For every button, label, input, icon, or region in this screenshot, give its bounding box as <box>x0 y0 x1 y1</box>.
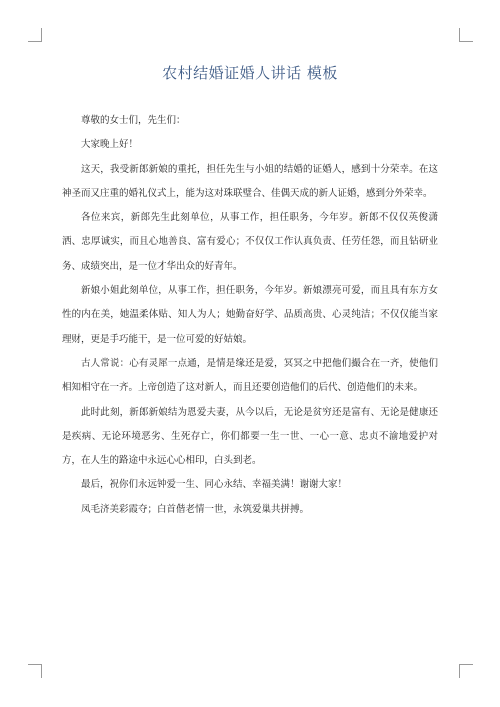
paragraph: 各位来宾，新郎先生此刻单位，从事工作，担任职务，今年岁。新郎不仅仅英俊潇洒、忠厚诚实，而且心地善良、富有爱心；不仅仅工作认真负责、任劳任怨，而且钻研业务、成绩突出，是一位才华出众的好青年。 <box>62 212 438 272</box>
salutation: 尊敬的女士们，先生们： <box>81 115 186 126</box>
paragraph: 此时此刻，新郎新娘结为恩爱夫妻，从今以后，无论是贫穷还是富有、无论是健康还是疾病、无论环境恶劣、生死存亡，你们都要一生一世、一心一意、忠贞不渝地爱护对方，在人生的路途中永远心心相印，白头到老。 <box>62 406 438 467</box>
crop-mark-top-left <box>28 28 42 42</box>
document-body <box>62 109 438 522</box>
paragraph: 古人常说：心有灵犀一点通，是情是缘还是爱，冥冥之中把他们撮合在一齐，使他们相知相守在一齐。上帝创造了这对新人，而且还要创造他们的后代、创造他们的未来。 <box>62 357 438 394</box>
greeting: 大家晚上好！ <box>81 139 139 151</box>
crop-mark-bottom-left <box>28 664 42 678</box>
paragraph: 最后，祝你们永远钟爱一生、同心永结、幸福美满！谢谢大家！ <box>81 479 348 491</box>
document-title: 农村结婚证婚人讲话 模板 <box>162 64 338 82</box>
paragraph: 凤毛济美彩霞夺；白首偕老情一世，永筑爱巢共拼搏。 <box>81 503 310 515</box>
paragraph: 这天，我受新郎新娘的重托，担任先生与小姐的结婚的证婚人，感到十分荣幸。在这神圣而又庄重的婚礼仪式上，能为这对珠联璧合、佳偶天成的新人证婚，感到分外荣幸。 <box>62 163 438 199</box>
crop-mark-bottom-right <box>459 664 473 678</box>
crop-mark-top-right <box>459 28 473 42</box>
paragraph: 新娘小姐此刻单位，从事工作，担任职务，今年岁。新娘漂亮可爱，而且具有东方女性的内在美，她温柔体贴、知人为人；她勤奋好学、品质高贵、心灵纯洁；不仅仅能当家理财，更是手巧能干，是一位可爱的好姑娘。 <box>62 285 438 345</box>
